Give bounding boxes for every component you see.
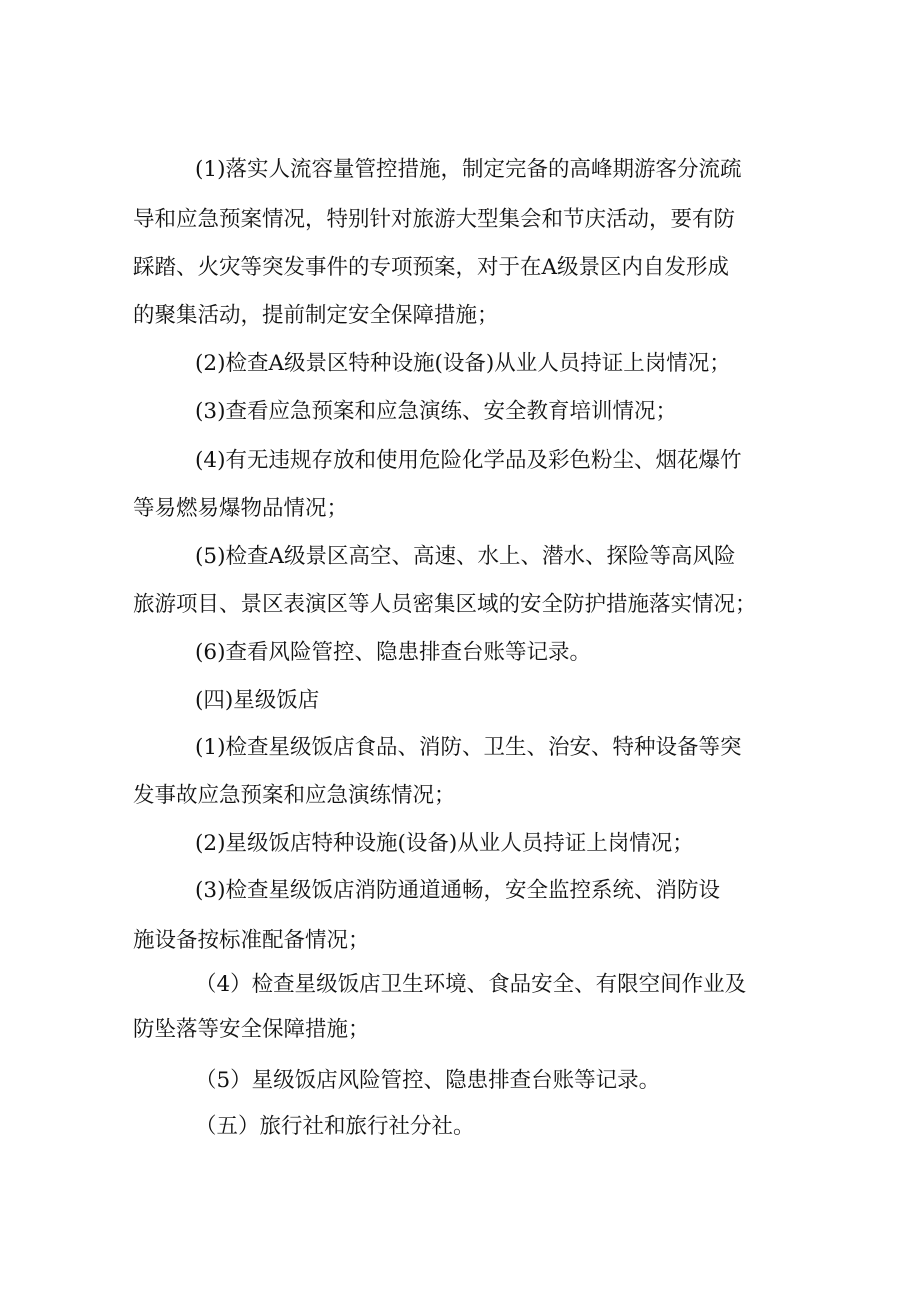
paragraph-line: (3)查看应急预案和应急演练、安全教育培训情况； bbox=[195, 399, 677, 424]
paragraph-line: 等易燃易爆物品情况； bbox=[133, 496, 349, 521]
paragraph-line: (1)落实人流容量管控措施，制定完备的高峰期游客分流疏 bbox=[195, 157, 742, 182]
paragraph-line: 的聚集活动，提前制定安全保障措施； bbox=[133, 303, 499, 328]
paragraph-line: 踩踏、火灾等突发事件的专项预案，对于在A级景区内自发形成 bbox=[133, 255, 730, 280]
section-heading: (四)星级饭店 bbox=[195, 688, 320, 713]
paragraph-line: 发事故应急预案和应急演练情况； bbox=[133, 783, 456, 808]
section-heading: （五）旅行社和旅行社分社。 bbox=[195, 1114, 475, 1139]
paragraph-line: （5）星级饭店风险管控、隐患排查台账等记录。 bbox=[195, 1068, 661, 1093]
paragraph-line: (3)检查星级饭店消防通道通畅，安全监控系统、消防设 bbox=[195, 878, 720, 903]
paragraph-line: 旅游项目、景区表演区等人员密集区域的安全防护措施落实情况； bbox=[133, 592, 757, 617]
paragraph-line: (1)检查星级饭店食品、消防、卫生、治安、特种设备等突 bbox=[195, 735, 742, 760]
paragraph-line: (4)有无违规存放和使用危险化学品及彩色粉尘、烟花爆竹 bbox=[195, 448, 742, 473]
paragraph-line: (6)查看风险管控、隐患排查台账等记录。 bbox=[195, 640, 591, 665]
paragraph-line: (2)检查A级景区特种设施(设备)从业人员持证上岗情况； bbox=[195, 351, 731, 376]
paragraph-line: 防坠落等安全保障措施； bbox=[133, 1017, 370, 1042]
paragraph-line: (5)检查A级景区高空、高速、水上、潜水、探险等高风险 bbox=[195, 544, 736, 569]
paragraph-line: 施设备按标准配备情况； bbox=[133, 928, 370, 953]
paragraph-line: (2)星级饭店特种设施(设备)从业人员持证上岗情况； bbox=[195, 831, 694, 856]
paragraph-line: 导和应急预案情况，特别针对旅游大型集会和节庆活动，要有防 bbox=[133, 207, 736, 232]
paragraph-line: （4）检查星级饭店卫生环境、食品安全、有限空间作业及 bbox=[195, 972, 747, 997]
